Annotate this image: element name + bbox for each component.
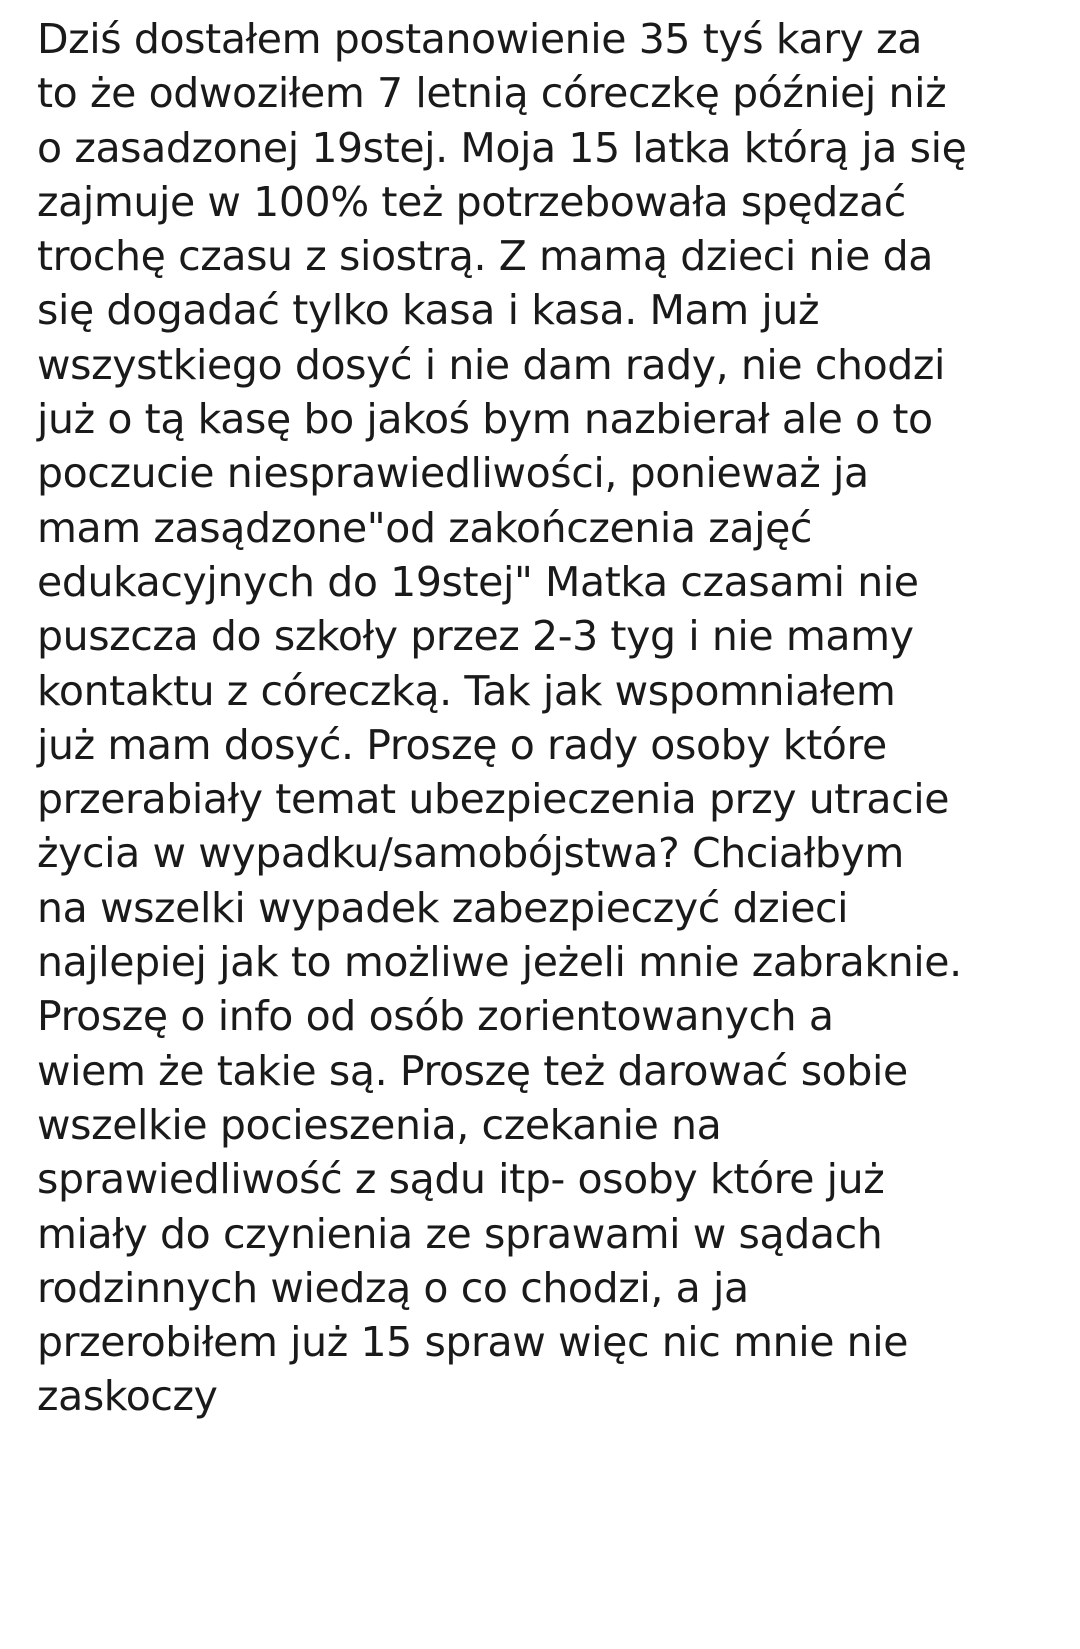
post-text-line: sprawiedliwość z sądu itp- osoby które już <box>37 1155 885 1204</box>
post-text-line: przerabiały temat ubezpieczenia przy utracie <box>37 775 950 824</box>
post-text-line: najlepiej jak to możliwe jeżeli mnie zabraknie. <box>37 938 962 987</box>
post-text-line: już mam dosyć. Proszę o rady osoby które <box>37 720 887 769</box>
post-text-line: poczucie niesprawiedliwości, ponieważ ja <box>37 449 869 498</box>
post-text-line: puszcza do szkoły przez 2-3 tyg i nie mamy <box>37 612 914 661</box>
post-text-line: przerobiłem już 15 spraw więc nic mnie nie <box>37 1318 909 1367</box>
post-text-line: Proszę o info od osób zorientowanych a <box>37 992 834 1041</box>
post-text-line: na wszelki wypadek zabezpieczyć dzieci <box>37 883 849 932</box>
post-text-line: wszystkiego dosyć i nie dam rady, nie chodzi <box>37 340 946 389</box>
post-text-line: miały do czynienia ze sprawami w sądach <box>37 1209 883 1258</box>
post-text-line: już o tą kasę bo jakoś bym nazbierał ale o to <box>37 395 933 444</box>
post-body-text <box>37 12 1067 1424</box>
post-text-line: zajmuje w 100% też potrzebowała spędzać <box>37 177 906 226</box>
post-text-line: to że odwoziłem 7 letnią córeczkę później niż <box>37 69 947 118</box>
post-text-line: mam zasądzone"od zakończenia zajęć <box>37 503 813 552</box>
post-text-line: się dogadać tylko kasa i kasa. Mam już <box>37 286 820 335</box>
post-text-line: edukacyjnych do 19stej" Matka czasami nie <box>37 557 919 606</box>
post-text-line: o zasadzonej 19stej. Moja 15 latka którą ja się <box>37 123 967 172</box>
post-text-line: kontaktu z córeczką. Tak jak wspomniałem <box>37 666 896 715</box>
post-text-line: wszelkie pocieszenia, czekanie na <box>37 1100 722 1149</box>
post-text-line: trochę czasu z siostrą. Z mamą dzieci nie da <box>37 232 933 281</box>
post-text-line: zaskoczy <box>37 1372 218 1421</box>
post-text-line: wiem że takie są. Proszę też darować sobie <box>37 1046 908 1095</box>
post-text-line: życia w wypadku/samobójstwa? Chciałbym <box>37 829 904 878</box>
post-text-line: rodzinnych wiedzą o co chodzi, a ja <box>37 1263 749 1312</box>
post-text-line: Dziś dostałem postanowienie 35 tyś kary za <box>37 15 923 63</box>
